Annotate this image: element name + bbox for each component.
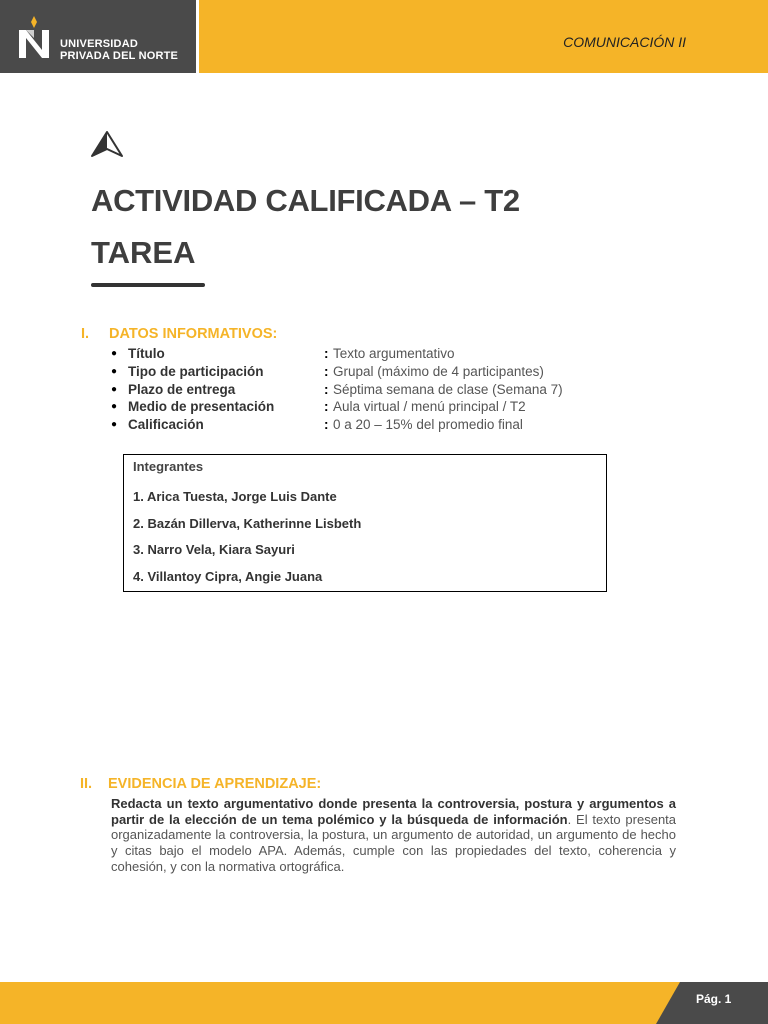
bullet-icon: ●: [111, 383, 118, 395]
member-item: 3. Narro Vela, Kiara Sayuri: [133, 542, 295, 557]
info-label: Plazo de entrega: [128, 381, 236, 397]
evidence-bold-text: Redacta un texto argumentativo donde presenta la controversia, postura y argumentos a partir de la elección de un tema polémico y la búsqueda de información: [111, 796, 676, 827]
title-underline: [91, 283, 205, 287]
bullet-icon: ●: [111, 401, 118, 413]
evidence-paragraph: [111, 796, 676, 875]
section-1-title: DATOS INFORMATIVOS:: [109, 326, 278, 342]
member-item: 4. Villantoy Cipra, Angie Juana: [133, 568, 323, 584]
colon: :: [324, 381, 329, 397]
info-value: Séptima semana de clase (Semana 7): [333, 381, 563, 397]
info-item: [111, 345, 711, 363]
logo-line-1: UNIVERSIDAD: [60, 38, 138, 50]
colon: :: [324, 364, 329, 380]
activity-subtitle: TAREA: [91, 235, 196, 270]
colon: :: [324, 417, 329, 433]
university-n-logo: [16, 16, 52, 62]
info-item: [111, 416, 711, 434]
colon: :: [324, 346, 329, 362]
course-name: COMUNICACIÓN II: [563, 34, 686, 50]
info-value: Grupal (máximo de 4 participantes): [333, 364, 544, 380]
info-label: Tipo de participación: [128, 364, 264, 380]
colon: :: [324, 399, 329, 415]
footer-bar: [0, 982, 768, 1024]
info-value: 0 a 20 – 15% del promedio final: [333, 417, 523, 433]
section-1-number: I.: [81, 326, 90, 342]
bullet-icon: ●: [111, 419, 118, 431]
evidence-body-text: . El texto presenta organizadamente la controversia, la postura, un argumento de autoridad, un argumento de hecho y citas bajo el modelo APA. Además, cumple con las propiedades del texto, coherencia y cohesión, y con la normativa ortográfica.: [111, 811, 677, 874]
info-item: [111, 380, 711, 398]
info-label: Calificación: [128, 417, 204, 433]
info-value: Aula virtual / menú principal / T2: [333, 399, 526, 415]
logo-wordmark: [60, 38, 178, 62]
section-2-title: EVIDENCIA DE APRENDIZAJE:: [108, 776, 322, 792]
section-2-number: II.: [80, 776, 93, 792]
logo-line-2: PRIVADA DEL NORTE: [60, 50, 179, 62]
activity-title: ACTIVIDAD CALIFICADA – T2: [91, 183, 520, 218]
members-heading: Integrantes: [133, 459, 204, 474]
section-2-heading: [80, 776, 321, 792]
members-box: [123, 454, 607, 592]
info-item: [111, 363, 711, 381]
info-label: Medio de presentación: [128, 399, 275, 415]
member-item: 1. Arica Tuesta, Jorge Luis Dante: [133, 489, 337, 504]
section-1-heading: [81, 326, 277, 342]
bullet-icon: ●: [111, 348, 118, 360]
page-number: Pág. 1: [696, 992, 732, 1006]
member-item: 2. Bazán Dillerva, Katherinne Lisbeth: [133, 515, 362, 531]
info-list: [111, 345, 711, 433]
bullet-icon: ●: [111, 366, 118, 378]
info-item: [111, 398, 711, 416]
header-logo-panel: [0, 0, 196, 73]
navigation-arrow-icon: [90, 130, 124, 158]
info-label: Título: [128, 346, 165, 362]
info-value: Texto argumentativo: [333, 346, 455, 362]
